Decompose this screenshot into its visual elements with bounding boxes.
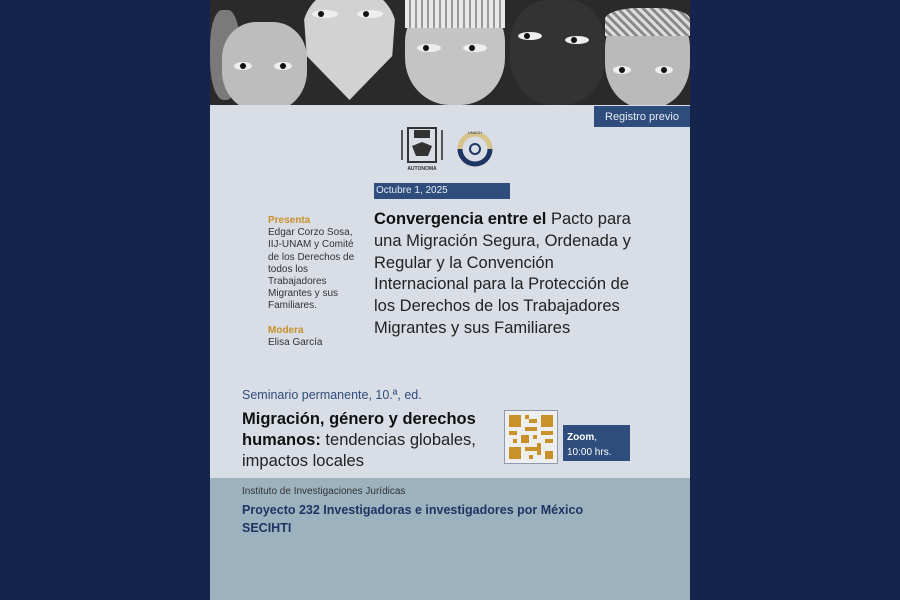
presenta-text: Edgar Corzo Sosa, IIJ-UNAM y Comité de los Derechos de todos los Trabajadores Migrantes y sus Familiares.: [268, 227, 355, 312]
speakers-block: [268, 215, 364, 349]
subtitle-bold: Migración, género y derechos humanos:: [242, 410, 476, 449]
event-poster: [210, 0, 690, 600]
institution-logos: [398, 125, 496, 173]
zoom-time: 10:00 hrs.: [567, 447, 612, 458]
modera-text: Elisa García: [268, 336, 323, 348]
title-rest: Pacto para una Migración Segura, Ordenada y Regular y la Convención Internacional para la Protección de los Derechos de los Trabajadores Migrantes y sus Familiares: [374, 210, 631, 337]
event-date: Octubre 1, 2025: [374, 183, 510, 199]
unach-university-crest-logo: [398, 126, 446, 172]
unach-institute-logo: [454, 128, 496, 170]
svg-text:UNACH: UNACH: [467, 130, 483, 135]
footer: [210, 478, 690, 600]
zoom-info: [563, 425, 630, 461]
subtitle-rest: tendencias globales, impactos locales: [242, 431, 476, 470]
svg-text:AUTONOMA: AUTONOMA: [407, 166, 437, 172]
zoom-suffix: ,: [594, 432, 597, 443]
institute-name: Instituto de Investigaciones Jurídicas: [242, 486, 406, 497]
register-button[interactable]: Registro previo: [594, 106, 690, 127]
seminar-edition: Seminario permanente, 10.ª, ed.: [242, 388, 422, 402]
presenta-label: Presenta: [268, 215, 311, 226]
title-bold: Convergencia entre el: [374, 210, 547, 228]
project-line-1: Proyecto 232 Investigadoras e investigadores por México: [242, 503, 584, 517]
hero-image: [210, 0, 690, 105]
event-title: [374, 209, 634, 340]
zoom-label: Zoom: [567, 432, 595, 443]
project-name: [242, 501, 662, 537]
seminar-subtitle: [242, 409, 512, 472]
qr-code[interactable]: [504, 410, 558, 464]
modera-label: Modera: [268, 324, 304, 336]
project-line-2: SECIHTI: [242, 521, 292, 535]
